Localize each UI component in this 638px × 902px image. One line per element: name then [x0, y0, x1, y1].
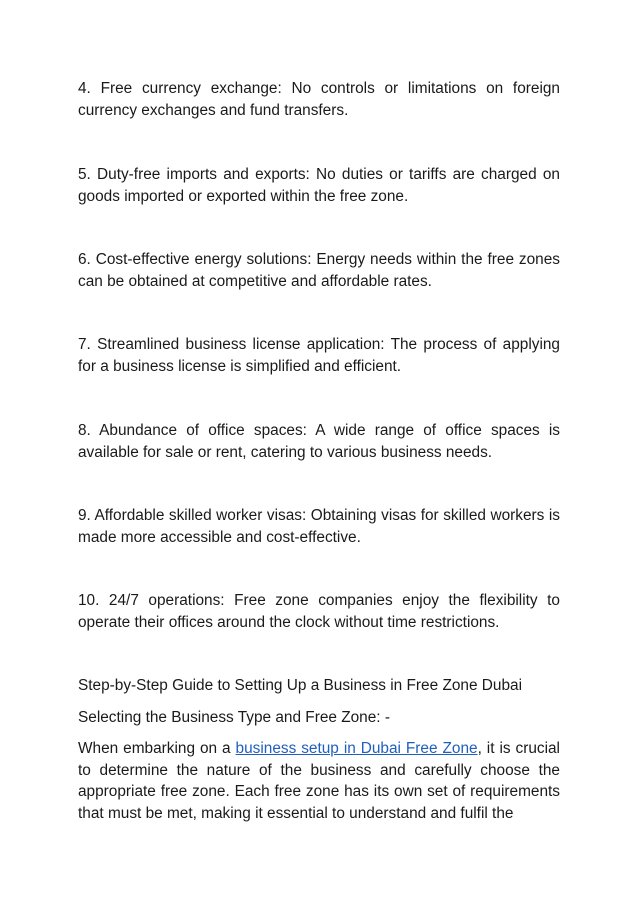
- final-paragraph-intro: When embarking on a: [78, 740, 236, 757]
- final-paragraph-rest: , it is crucial to determine the nature of the business and carefully choose the appropriate free zone. Each free zone has its own set of requirements that must be met, making it essential to understand and fulfil the: [78, 740, 560, 822]
- list-item-duty-free-imports-exports: 5. Duty-free imports and exports: No duties or tariffs are charged on goods imported or exported within the free zone.: [78, 166, 560, 205]
- list-item-streamlined-license: 7. Streamlined business license application: The process of applying for a business license is simplified and efficient.: [78, 336, 560, 375]
- list-item-skilled-worker-visas: 9. Affordable skilled worker visas: Obtaining visas for skilled workers is made more accessible and cost-effective.: [78, 507, 560, 546]
- list-item-24-7-operations: 10. 24/7 operations: Free zone companies enjoy the flexibility to operate their offices around the clock without time restrictions.: [78, 592, 560, 631]
- guide-heading: Step-by-Step Guide to Setting Up a Business in Free Zone Dubai: [78, 677, 523, 694]
- sub-heading: Selecting the Business Type and Free Zone: -: [78, 709, 390, 726]
- business-setup-link[interactable]: business setup in Dubai Free Zone: [235, 740, 478, 757]
- final-paragraph: [78, 738, 560, 824]
- list-item-office-spaces: 8. Abundance of office spaces: A wide range of office spaces is available for sale or rent, catering to various business needs.: [78, 422, 560, 461]
- list-item-free-currency-exchange: 4. Free currency exchange: No controls or limitations on foreign currency exchanges and fund transfers.: [78, 80, 560, 119]
- list-item-cost-effective-energy: 6. Cost-effective energy solutions: Energy needs within the free zones can be obtained at competitive and affordable rates.: [78, 251, 560, 290]
